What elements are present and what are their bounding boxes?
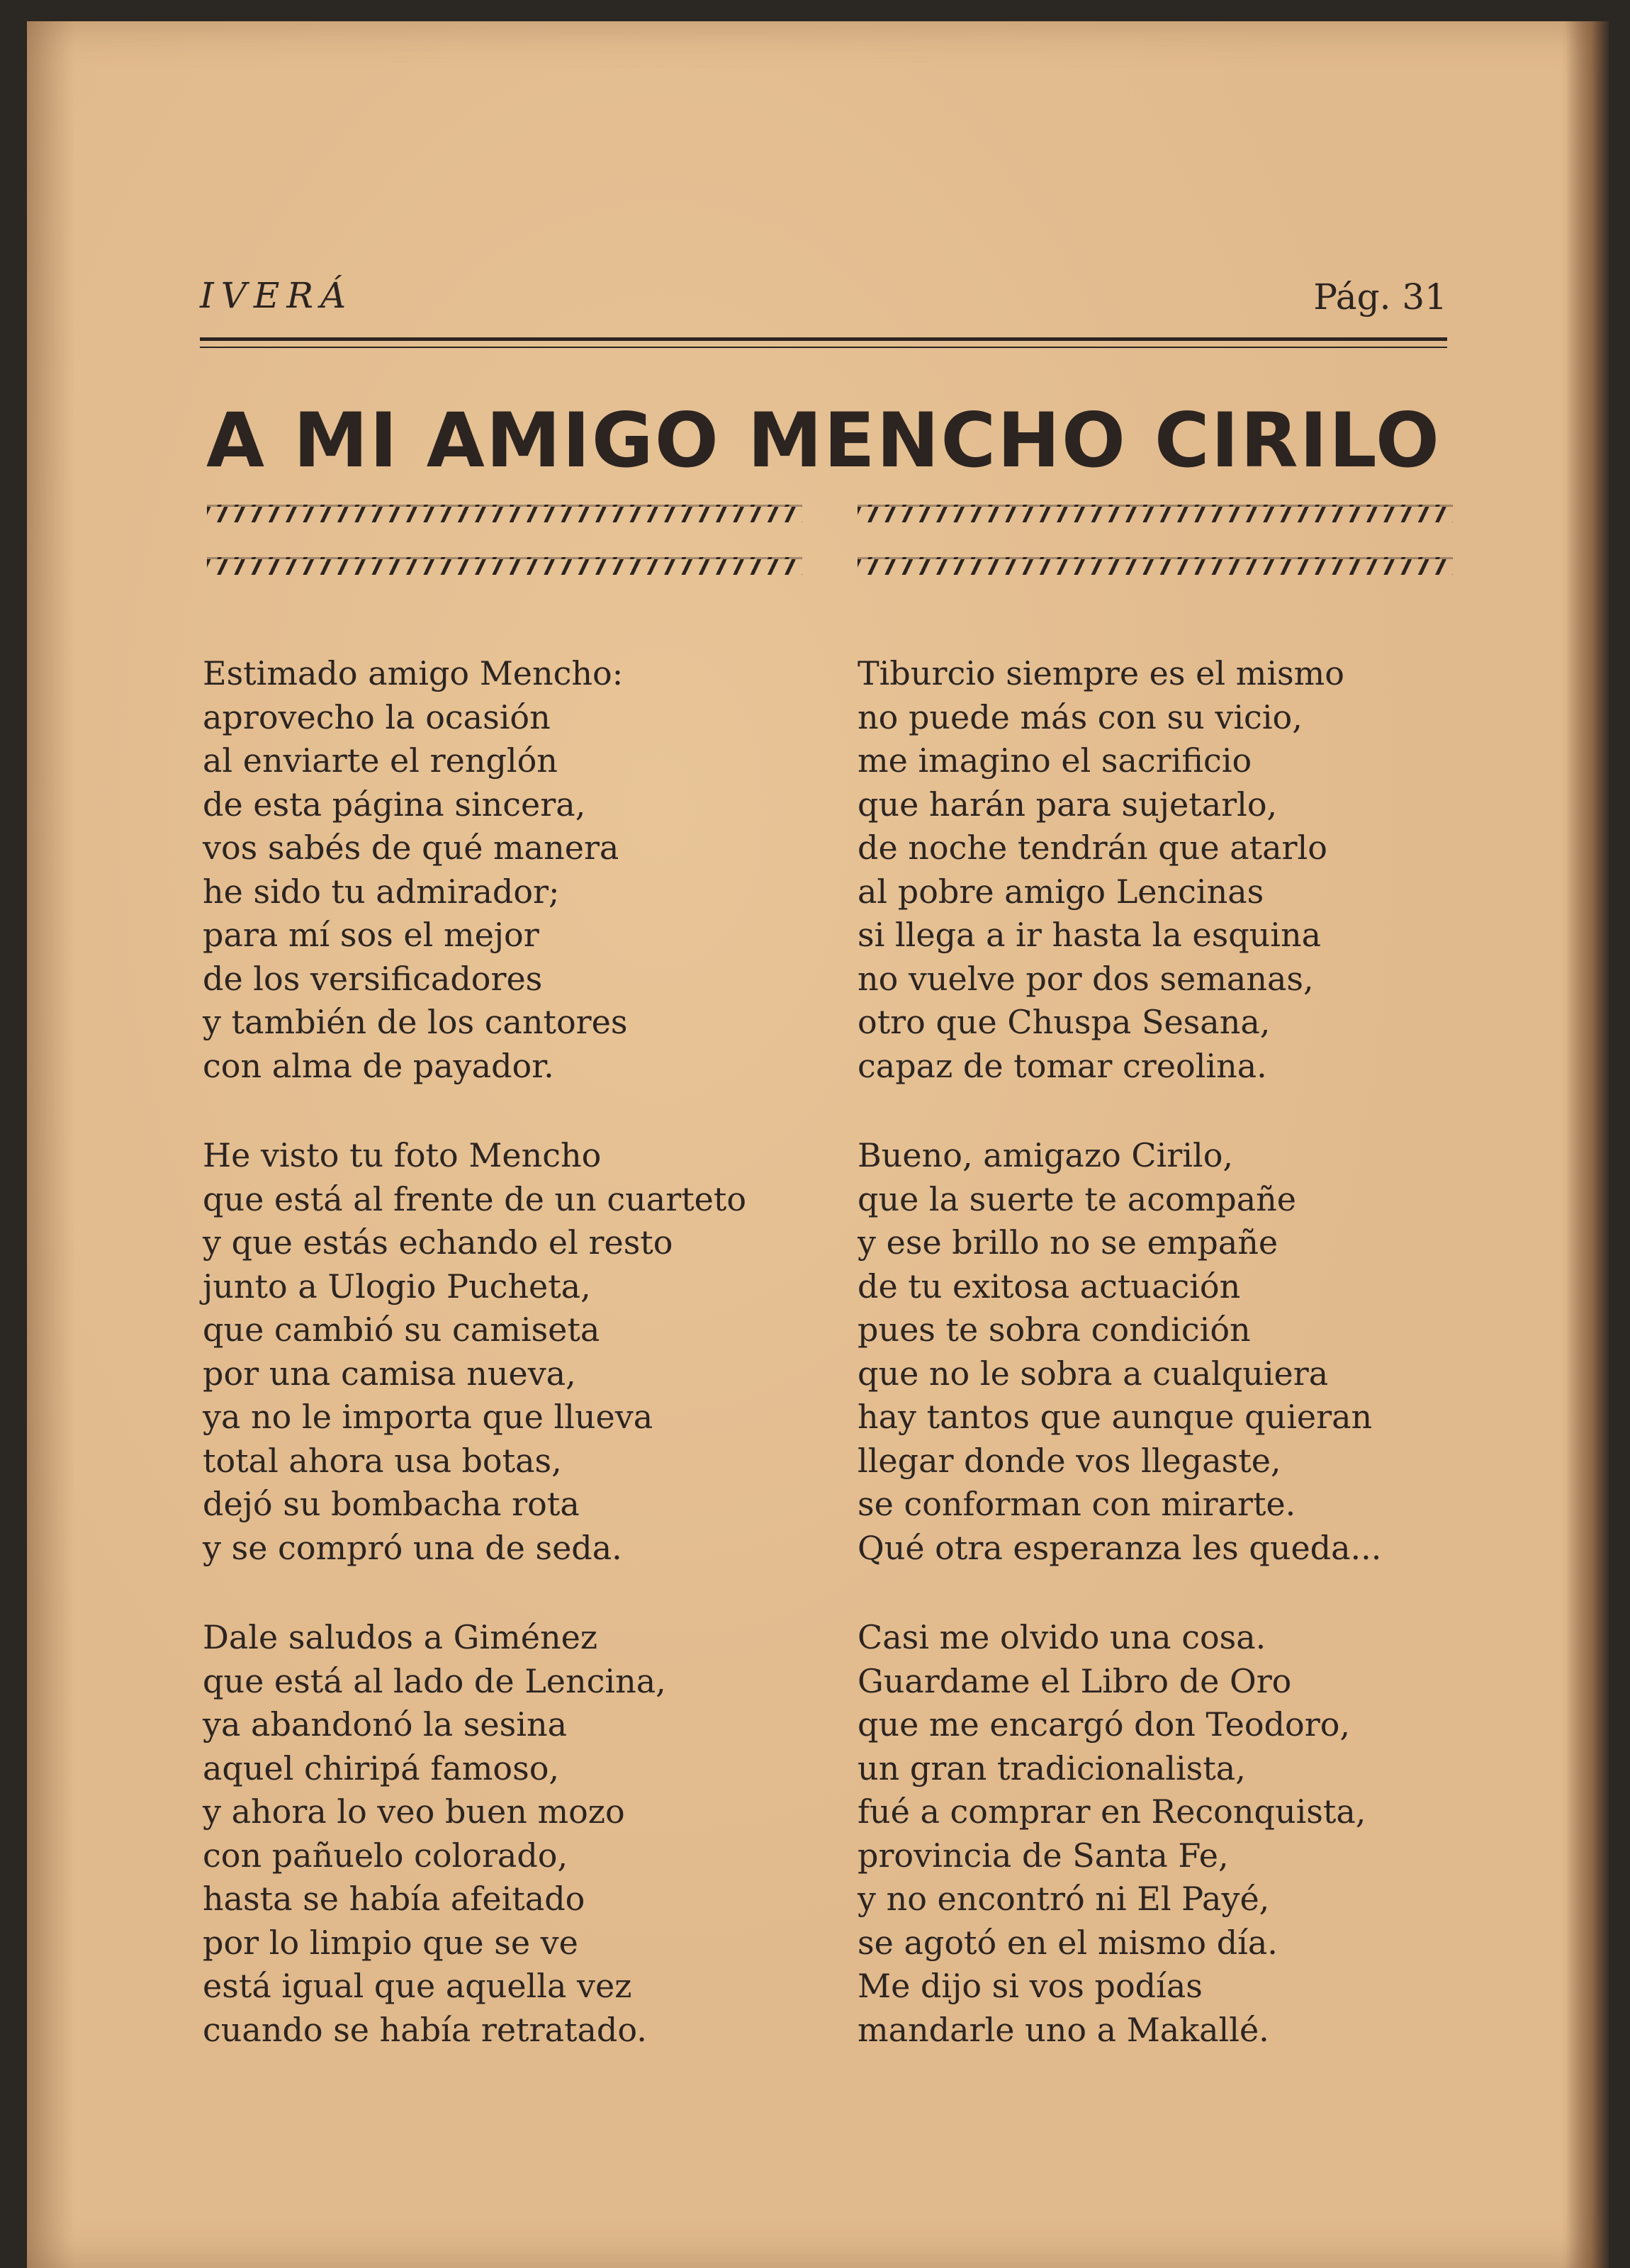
verse-line: Dale saludos a Giménez xyxy=(203,1618,598,1656)
verse-line: total ahora usa botas, xyxy=(203,1441,562,1480)
verse-line: hasta se había afeitado xyxy=(203,1880,585,1918)
verse-line: fué a comprar en Reconquista, xyxy=(858,1792,1366,1831)
verse-line: provincia de Santa Fe, xyxy=(858,1836,1229,1875)
verse-line: dejó su bombacha rota xyxy=(203,1485,580,1523)
page-header xyxy=(200,275,1447,325)
magazine-name: IVERÁ xyxy=(200,275,354,316)
verse-line: si llega a ir hasta la esquina xyxy=(858,916,1322,954)
verse-line: con pañuelo colorado, xyxy=(203,1836,568,1875)
verse-line: ya no le importa que llueva xyxy=(203,1398,653,1436)
verse-line: Casi me olvido una cosa. xyxy=(858,1618,1266,1656)
ornament-top-right xyxy=(858,505,1453,522)
page-number: Pág. 31 xyxy=(1313,276,1447,318)
verse-line: no puede más con su vicio, xyxy=(858,697,1303,736)
verse-line: con alma de payador. xyxy=(203,1046,554,1085)
verse-line: está igual que aquella vez xyxy=(203,1967,632,2005)
verse-line: que harán para sujetarlo, xyxy=(858,785,1278,824)
ornament-bottom-left xyxy=(207,557,802,575)
right-stanza-3 xyxy=(858,1616,1495,2052)
left-stanza-2 xyxy=(203,1134,841,1570)
verse-line: y que estás echando el resto xyxy=(203,1223,673,1262)
verse-line: ya abandonó la sesina xyxy=(203,1705,567,1744)
verse-line: cuando se había retratado. xyxy=(203,2010,647,2049)
verse-line: me imagino el sacrificio xyxy=(858,741,1252,780)
verse-line: pues te sobra condición xyxy=(858,1310,1251,1349)
verse-line: hay tantos que aunque quieran xyxy=(858,1398,1373,1436)
verse-line: aquel chiripá famoso, xyxy=(203,1748,560,1787)
verse-line: Tiburcio siempre es el mismo xyxy=(858,654,1344,692)
verse-line: al enviarte el renglón xyxy=(203,741,558,780)
verse-line: se agotó en el mismo día. xyxy=(858,1923,1278,1962)
verse-line: se conforman con mirarte. xyxy=(858,1485,1296,1523)
verse-line: de noche tendrán que atarlo xyxy=(858,829,1327,867)
verse-line: Me dijo si vos podías xyxy=(858,1967,1203,2005)
verse-line: y ahora lo veo buen mozo xyxy=(203,1792,625,1831)
verse-line: no vuelve por dos semanas, xyxy=(858,959,1314,998)
verse-line: y ese brillo no se empañe xyxy=(858,1223,1278,1262)
verse-line: y no encontró ni El Payé, xyxy=(858,1880,1270,1918)
verse-line: Qué otra esperanza les queda... xyxy=(858,1528,1382,1567)
verse-line: al pobre amigo Lencinas xyxy=(858,872,1264,911)
verse-line: he sido tu admirador; xyxy=(203,872,560,911)
verse-line: para mí sos el mejor xyxy=(203,916,539,954)
header-rule-thick xyxy=(200,337,1447,341)
right-stanza-1 xyxy=(858,652,1495,1088)
verse-line: junto a Ulogio Pucheta, xyxy=(203,1267,591,1306)
page-spine-shadow xyxy=(1566,21,1609,2268)
verse-line: de tu exitosa actuación xyxy=(858,1267,1241,1306)
right-stanza-2 xyxy=(858,1134,1495,1570)
left-stanza-1 xyxy=(203,652,841,1088)
verse-line: que me encargó don Teodoro, xyxy=(858,1705,1351,1744)
verse-line: que está al lado de Lencina, xyxy=(203,1661,666,1700)
verse-line: que cambió su camiseta xyxy=(203,1310,600,1349)
verse-line: de esta página sincera, xyxy=(203,785,586,824)
verse-line: capaz de tomar creolina. xyxy=(858,1046,1267,1085)
verse-line: aprovecho la ocasión xyxy=(203,697,551,736)
verse-line: que no le sobra a cualquiera xyxy=(858,1354,1329,1393)
verse-line: que está al frente de un cuarteto xyxy=(203,1179,747,1218)
left-stanza-3 xyxy=(203,1616,841,2052)
verse-line: y se compró una de seda. xyxy=(203,1528,622,1567)
header-rule-thin xyxy=(200,347,1447,348)
verse-line: Estimado amigo Mencho: xyxy=(203,654,624,692)
verse-line: He visto tu foto Mencho xyxy=(203,1136,602,1174)
verse-line: otro que Chuspa Sesana, xyxy=(858,1003,1271,1041)
verse-line: un gran tradicionalista, xyxy=(858,1748,1246,1787)
verse-line: mandarle uno a Makallé. xyxy=(858,2010,1269,2049)
ornament-bottom-right xyxy=(858,557,1453,575)
verse-line: Bueno, amigazo Cirilo, xyxy=(858,1136,1234,1174)
verse-line: por lo limpio que se ve xyxy=(203,1923,578,1962)
verse-line: llegar donde vos llegaste, xyxy=(858,1441,1281,1480)
verse-line: vos sabés de qué manera xyxy=(203,829,619,867)
ornament-top-left xyxy=(207,505,802,522)
verse-line: y también de los cantores xyxy=(203,1003,628,1041)
poem-title: A MI AMIGO MENCHO CIRILO xyxy=(206,397,1441,484)
verse-line: que la suerte te acompañe xyxy=(858,1179,1297,1218)
verse-line: por una camisa nueva, xyxy=(203,1354,576,1393)
verse-line: de los versificadores xyxy=(203,959,543,998)
verse-line: Guardame el Libro de Oro xyxy=(858,1661,1292,1700)
